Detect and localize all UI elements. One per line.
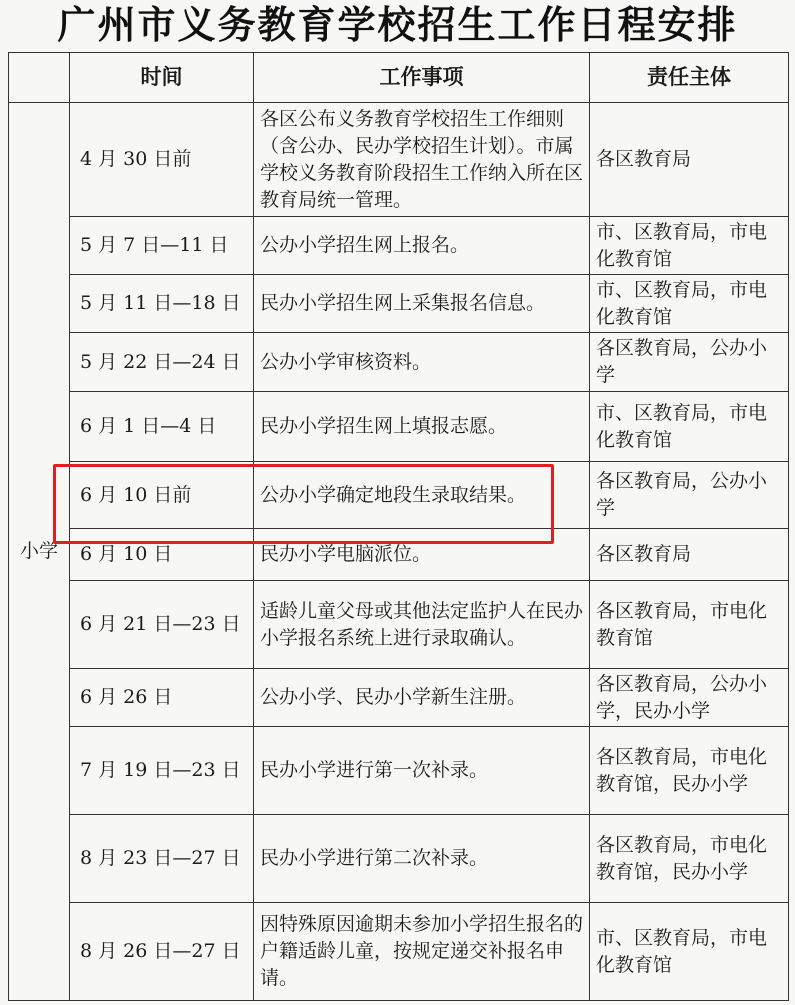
header-blank [9,53,70,103]
time-cell: 5 月 7 日—11 日 [70,217,254,275]
task-cell: 公办小学招生网上报名。 [254,217,590,275]
time-cell: 8 月 26 日—27 日 [70,903,254,1001]
table-row [9,815,789,903]
time-cell: 8 月 23 日—27 日 [70,815,254,903]
table-row [9,217,789,275]
task-cell: 适龄儿童父母或其他法定监护人在民办小学报名系统上进行录取确认。 [254,581,590,669]
page-title: 广州市义务教育学校招生工作日程安排 [57,3,738,47]
task-cell: 民办小学进行第一次补录。 [254,727,590,815]
table-row [9,392,789,462]
table-row [9,669,789,727]
responsible-cell: 各区教育局，公办小学，民办小学 [590,669,789,727]
task-cell: 公办小学、民办小学新生注册。 [254,669,590,727]
task-cell: 民办小学招生网上采集报名信息。 [254,275,590,333]
category-cell: 小学 [9,103,70,1001]
task-cell: 公办小学确定地段生录取结果。 [254,462,590,529]
schedule-table [8,52,789,1001]
task-cell: 民办小学进行第二次补录。 [254,815,590,903]
header-task: 工作事项 [254,53,590,103]
header-responsible: 责任主体 [590,53,789,103]
table-row [9,275,789,333]
table-row [9,103,789,217]
time-cell: 7 月 19 日—23 日 [70,727,254,815]
table-row [9,333,789,392]
task-cell: 民办小学招生网上填报志愿。 [254,392,590,462]
table-row [9,903,789,1001]
responsible-cell: 市、区教育局，市电化教育馆 [590,275,789,333]
table-row [9,727,789,815]
task-cell: 因特殊原因逾期未参加小学招生报名的户籍适龄儿童，按规定递交补报名申请。 [254,903,590,1001]
time-cell: 6 月 26 日 [70,669,254,727]
time-cell: 5 月 22 日—24 日 [70,333,254,392]
table-row [9,462,789,529]
time-cell: 6 月 10 日 [70,529,254,581]
responsible-cell: 市、区教育局，市电化教育馆 [590,217,789,275]
task-cell: 公办小学审核资料。 [254,333,590,392]
responsible-cell: 各区教育局，公办小学 [590,333,789,392]
task-cell: 民办小学电脑派位。 [254,529,590,581]
table-row [9,529,789,581]
time-cell: 5 月 11 日—18 日 [70,275,254,333]
responsible-cell: 市、区教育局，市电化教育馆 [590,903,789,1001]
table-row [9,581,789,669]
responsible-cell: 各区教育局，市电化教育馆，民办小学 [590,815,789,903]
responsible-cell: 各区教育局 [590,529,789,581]
header-row [9,53,789,103]
responsible-cell: 各区教育局，市电化教育馆 [590,581,789,669]
responsible-cell: 各区教育局，公办小学 [590,462,789,529]
time-cell: 6 月 1 日—4 日 [70,392,254,462]
responsible-cell: 市、区教育局，市电化教育馆 [590,392,789,462]
header-time: 时间 [70,53,254,103]
responsible-cell: 各区教育局 [590,103,789,217]
time-cell: 6 月 21 日—23 日 [70,581,254,669]
time-cell: 4 月 30 日前 [70,103,254,217]
time-cell: 6 月 10 日前 [70,462,254,529]
responsible-cell: 各区教育局，市电化教育馆，民办小学 [590,727,789,815]
task-cell: 各区公布义务教育学校招生工作细则（含公办、民办学校招生计划）。市属学校义务教育阶段招生工作纳入所在区教育局统一管理。 [254,103,590,217]
